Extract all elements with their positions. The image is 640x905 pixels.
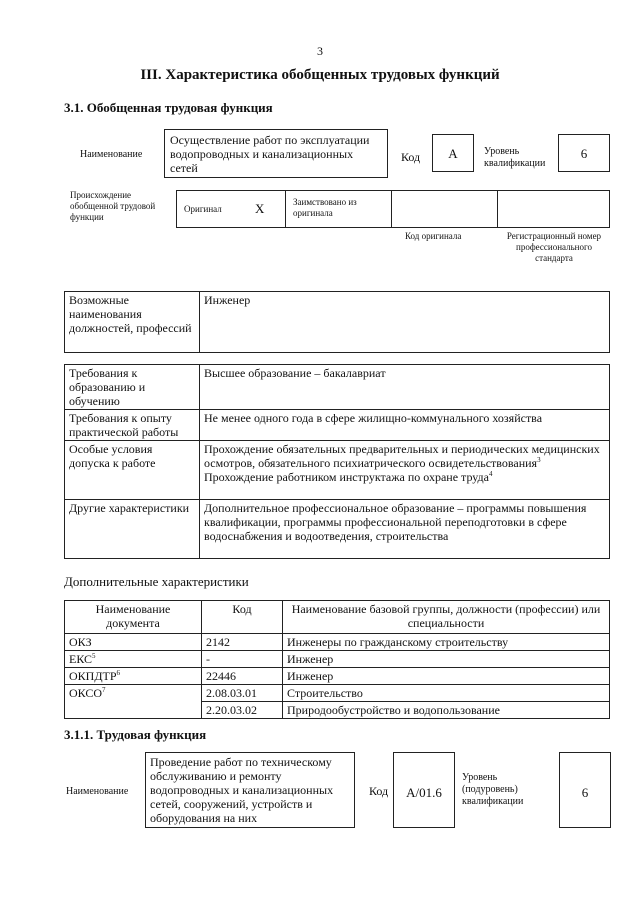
tf-code-box: [393, 752, 455, 828]
subsection-3-1-1-title: 3.1.1. Трудовая функция: [64, 727, 207, 742]
otf-code-value: А: [448, 146, 458, 161]
section-title: III. Характеристика обобщенных трудовых функций: [140, 67, 500, 83]
req-value-other: Дополнительное профессиональное образование – программы повышения квалификации, программы профессиональной переподготовки в сфере водоснабжения и водоотведения, строительства: [200, 500, 610, 559]
footnote-ref: 3: [537, 456, 541, 464]
otf-level-label: Уровень квалификации: [484, 146, 546, 169]
req-value-experience: Не менее одного года в сфере жилищно-коммунального хозяйства: [200, 410, 610, 441]
origin-divider-2: [391, 190, 392, 228]
req-special-line1: Прохождение обязательных предварительных и периодических медицинских осмотров, обязательного психиатрического освидетельствования: [204, 442, 600, 470]
doc-cell: ОКПДТР$^6$: [65, 668, 202, 685]
name-cell: Инженер: [283, 668, 610, 685]
col-header-name: Наименование базовой группы, должности (профессии) или специальности: [283, 601, 610, 634]
origin-divider-3: [497, 190, 498, 228]
requirements-row: [65, 365, 610, 410]
requirements-row: [65, 500, 610, 559]
otf-borrowed-label: Заимствовано из оригинала: [293, 197, 357, 218]
tf-level-label: Уровень (подуровень) квалификации: [462, 772, 524, 807]
tf-level-value: 6: [581, 785, 589, 800]
tf-code-label: Код: [369, 784, 389, 798]
code-cell: 2.08.03.01: [202, 685, 283, 702]
subsection-3-1-title: 3.1. Обобщенная трудовая функция: [64, 100, 273, 115]
otf-name-box: [164, 129, 388, 178]
otf-code-original-label: Код оригинала: [405, 231, 462, 241]
additional-table: [64, 600, 610, 719]
table-row: [65, 651, 610, 668]
name-cell: Инженер: [283, 651, 610, 668]
tf-level-box: [559, 752, 611, 828]
otf-origin-label: Происхождение обобщенной трудовой функции: [70, 190, 156, 222]
positions-table: [64, 291, 610, 353]
otf-origin-grid: [176, 190, 610, 228]
footnote-ref: 4: [488, 470, 493, 478]
req-value-education: Высшее образование – бакалавриат: [200, 365, 610, 410]
tf-name-label: Наименование: [66, 786, 129, 797]
otf-level-box: [558, 134, 610, 172]
col-header-document: Наименование документа: [65, 601, 202, 634]
otf-level-value: 6: [580, 146, 588, 161]
positions-value: Инженер: [200, 292, 610, 353]
otf-name-value: Осуществление работ по эксплуатации водопроводных и канализационных сетей: [170, 133, 370, 175]
positions-row: [65, 292, 610, 353]
req-label-special: Особые условия допуска к работе: [65, 441, 200, 500]
code-cell: 22446: [202, 668, 283, 685]
otf-original-label: Оригинал: [184, 204, 222, 214]
table-row: [65, 668, 610, 685]
table-row: [65, 685, 610, 702]
tf-name-box: [145, 752, 355, 828]
req-value-special: [200, 441, 610, 500]
tf-code-value: А/01.6: [406, 785, 442, 800]
requirements-table: [64, 364, 610, 559]
req-label-experience: Требования к опыту практической работы: [65, 410, 200, 441]
req-label-education: Требования к образованию и обучению: [65, 365, 200, 410]
otf-name-label: Наименование: [80, 149, 143, 160]
doc-cell: ОКСО$^7$: [65, 685, 202, 719]
otf-original-mark: X: [255, 201, 265, 216]
requirements-row: [65, 441, 610, 500]
additional-header-row: [65, 601, 610, 634]
req-label-other: Другие характеристики: [65, 500, 200, 559]
additional-title: Дополнительные характеристики: [64, 574, 249, 589]
origin-divider-1: [285, 190, 286, 228]
name-cell: Инженеры по гражданскому строительству: [283, 634, 610, 651]
name-cell: Природообустройство и водопользование: [283, 702, 610, 719]
table-row: [65, 634, 610, 651]
otf-code-box: [432, 134, 474, 172]
otf-reg-number-label: Регистрационный номер профессионального стандарта: [506, 231, 602, 263]
requirements-row: [65, 410, 610, 441]
doc-cell: ЕКС$^5$: [65, 651, 202, 668]
positions-label: Возможные наименования должностей, профессий: [65, 292, 200, 353]
doc-cell: ОКЗ: [65, 634, 202, 651]
name-cell: Строительство: [283, 685, 610, 702]
code-cell: -: [202, 651, 283, 668]
code-cell: 2.20.03.02: [202, 702, 283, 719]
page-number: 3: [317, 44, 323, 58]
code-cell: 2142: [202, 634, 283, 651]
col-header-code: Код: [202, 601, 283, 634]
otf-code-label: Код: [401, 150, 421, 164]
req-special-line2: Прохождение работником инструктажа по охране труда: [204, 470, 489, 484]
tf-name-value: Проведение работ по техническому обслуживанию и ремонту водопроводных и канализационных сетей, сооружений, устройств и оборудования на них: [150, 755, 334, 825]
